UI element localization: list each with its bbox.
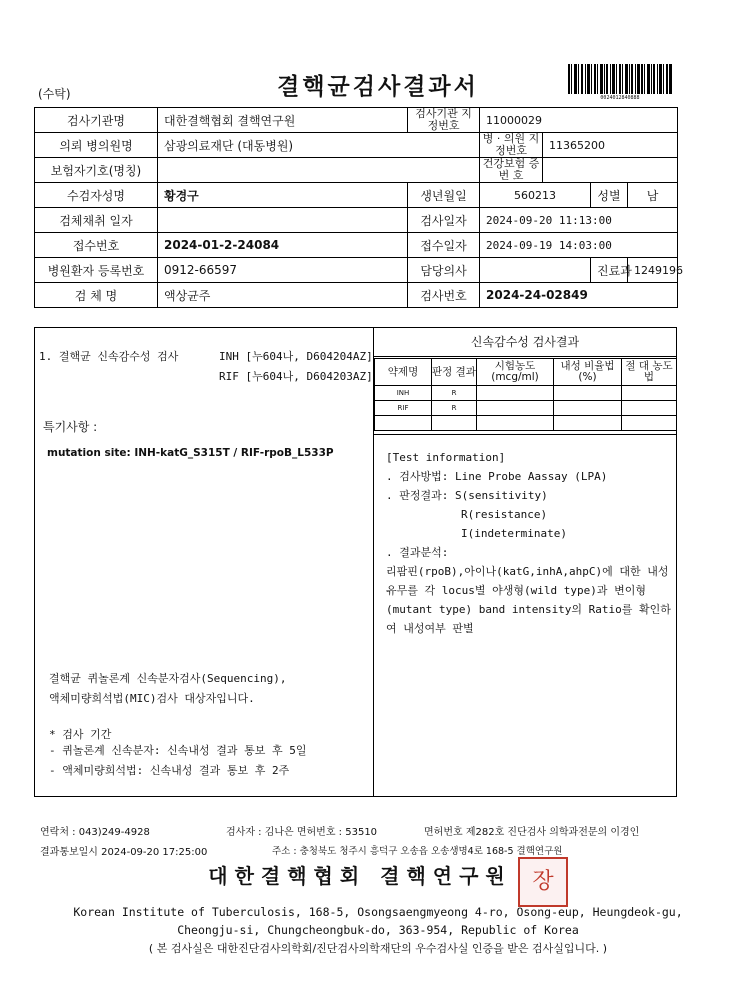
item1-prefix: 1. 결핵균 신속감수성 검사 — [39, 350, 179, 363]
ratio-cell — [554, 386, 622, 401]
hospital-designation-value: 11365200 — [543, 133, 678, 158]
concentration-cell — [477, 386, 554, 401]
method-line: . 검사방법: Line Probe Aassay (LPA) — [386, 470, 608, 483]
drug-name — [375, 416, 432, 431]
rapid-result-header: 신속감수성 검사결과 — [374, 328, 676, 357]
analysis-text: 리팜핀(rpoB),아이나(katG,inhA,ahpC)에 대한 내성 유무를 각 locus별 야생형(wild type)과 변이형(mutant type) band intensity의 Ratio를 확인하여 내성여부 판별 — [386, 565, 671, 635]
organization-name: 대한결핵협회 결핵연구원 — [208, 864, 512, 888]
accession-label: 접수번호 — [35, 233, 158, 258]
certification-note: ( 본 검사실은 대한진단검사의학회/진단검사의학재단의 우수검사실 인증을 받은 검사실입니다. ) — [148, 942, 608, 955]
dob-value: 560213 — [480, 183, 591, 208]
department-label: 진료과 — [591, 258, 628, 283]
drug-name: INH — [375, 386, 432, 401]
analysis-label: . 결과분석: — [386, 546, 449, 559]
section-divider — [374, 434, 676, 435]
sex-value: 남 — [628, 183, 678, 208]
client-value: 삼광의료재단 (대동병원) — [158, 133, 480, 158]
susceptibility-table — [374, 358, 677, 431]
accession-value: 2024-01-2-24084 — [158, 233, 408, 258]
mutation-site: mutation site: INH-katG_S315T / RIF-rpoB_L533P — [47, 447, 334, 459]
test-date-value: 2024-09-20 11:13:00 — [480, 208, 678, 233]
health-insurance-label: 건강보험 증 번 호 — [480, 158, 543, 183]
period-line-2: - 액체미량희석법: 신속내성 결과 통보 후 2주 — [49, 764, 290, 777]
official-seal-icon: 장 — [518, 857, 568, 907]
table-row — [375, 416, 677, 431]
sex-label: 성별 — [591, 183, 628, 208]
institution-label: 검사기관명 — [35, 108, 158, 133]
test-date-label: 검사일자 — [408, 208, 480, 233]
absolute-cell — [622, 416, 677, 431]
client-label: 의뢰 병의원명 — [35, 133, 158, 158]
contact-line: 연락처 : 043)249-4928 — [40, 827, 150, 838]
barcode-number: 0024012840888 — [600, 95, 640, 101]
designation-value: 11000029 — [480, 108, 678, 133]
address-korean: 주소 : 충청북도 청주시 흥덕구 오송읍 오송생명4로 168-5 결핵연구원 — [272, 846, 563, 857]
table-row — [375, 401, 677, 416]
column-header: 약제명 — [375, 359, 432, 386]
report-date: 결과통보일시 2024-09-20 17:25:00 — [40, 847, 208, 858]
absolute-cell — [622, 401, 677, 416]
doctor-label: 담당의사 — [408, 258, 480, 283]
period-line-1: - 퀴놀론계 신속분자: 신속내성 결과 통보 후 5일 — [49, 744, 307, 757]
test-information — [386, 448, 672, 638]
left-findings-panel — [34, 327, 374, 797]
collect-date-value — [158, 208, 408, 233]
sequencing-line-1: 결핵균 퀴놀론계 신속분자검사(Sequencing), — [49, 672, 287, 685]
test-number-value: 2024-24-02849 — [480, 283, 678, 308]
sequencing-line-2: 액체미량희석법(MIC)검사 대상자입니다. — [49, 692, 255, 705]
designation-label: 검사기관 지정번호 — [408, 108, 480, 133]
subject-label: 수검자성명 — [35, 183, 158, 208]
judge-line: . 판정결과: S(sensitivity) — [386, 489, 548, 502]
document-title: 결핵균검사결과서 — [277, 74, 479, 100]
license-note: 면허번호 제282호 진단검사 의학과전문의 이경인 — [424, 827, 640, 838]
concentration-cell — [477, 401, 554, 416]
patient-reg-label: 병원환자 등록번호 — [35, 258, 158, 283]
column-header: 시험농도 (mcg/ml) — [477, 359, 554, 386]
insured-label: 보험자기호(명칭) — [35, 158, 158, 183]
drug-name: RIF — [375, 401, 432, 416]
address-english-line-1: Korean Institute of Tuberculosis, 168-5, Osongsaengmyeong 4-ro, Osong-eup, Heungdeok-gu, — [73, 905, 683, 919]
health-insurance-value — [543, 158, 678, 183]
result-cell: R — [432, 386, 477, 401]
patient-reg-value: 0912-66597 — [158, 258, 408, 283]
receipt-label: (수탁) — [38, 87, 71, 101]
receipt-date-value: 2024-09-19 14:03:00 — [480, 233, 678, 258]
info-title: [Test information] — [386, 451, 506, 464]
dob-label: 생년월일 — [408, 183, 480, 208]
column-header: 절 대 농도법 — [622, 359, 677, 386]
test-number-label: 검사번호 — [408, 283, 480, 308]
table-row — [375, 386, 677, 401]
absolute-cell — [622, 386, 677, 401]
judge-resistance: R(resistance) — [461, 508, 548, 521]
subject-value: 황경구 — [158, 183, 408, 208]
collect-date-label: 검체채취 일자 — [35, 208, 158, 233]
period-title: * 검사 기간 — [49, 728, 112, 741]
column-header: 판정 결과 — [432, 359, 477, 386]
judge-indeterminate: I(indeterminate) — [461, 527, 567, 540]
specimen-value: 액상균주 — [158, 283, 408, 308]
barcode-icon — [568, 64, 672, 94]
receipt-date-label: 접수일자 — [408, 233, 480, 258]
department-value: 1249196 — [628, 258, 678, 283]
insured-value — [158, 158, 480, 183]
address-english-line-2: Cheongju-si, Chungcheongbuk-do, 363-954, Republic of Korea — [177, 923, 579, 937]
inh-test-line: INH [누604나, D604204AZ] — [219, 350, 373, 363]
ratio-cell — [554, 416, 622, 431]
rif-test-line: RIF [누604나, D604203AZ] — [219, 370, 373, 383]
doctor-value — [480, 258, 591, 283]
rapid-result-panel — [374, 327, 677, 797]
inspector-line: 검사자 : 김나은 면허번호 : 53510 — [226, 827, 378, 838]
result-cell: R — [432, 401, 477, 416]
notes-label: 특기사항 : — [43, 420, 98, 434]
institution-value: 대한결핵협회 결핵연구원 — [158, 108, 408, 133]
report-form-table — [34, 107, 684, 308]
hospital-designation-label: 병 · 의원 지정번호 — [480, 133, 543, 158]
concentration-cell — [477, 416, 554, 431]
specimen-label: 검 체 명 — [35, 283, 158, 308]
column-header: 내성 비율법(%) — [554, 359, 622, 386]
result-cell — [432, 416, 477, 431]
ratio-cell — [554, 401, 622, 416]
